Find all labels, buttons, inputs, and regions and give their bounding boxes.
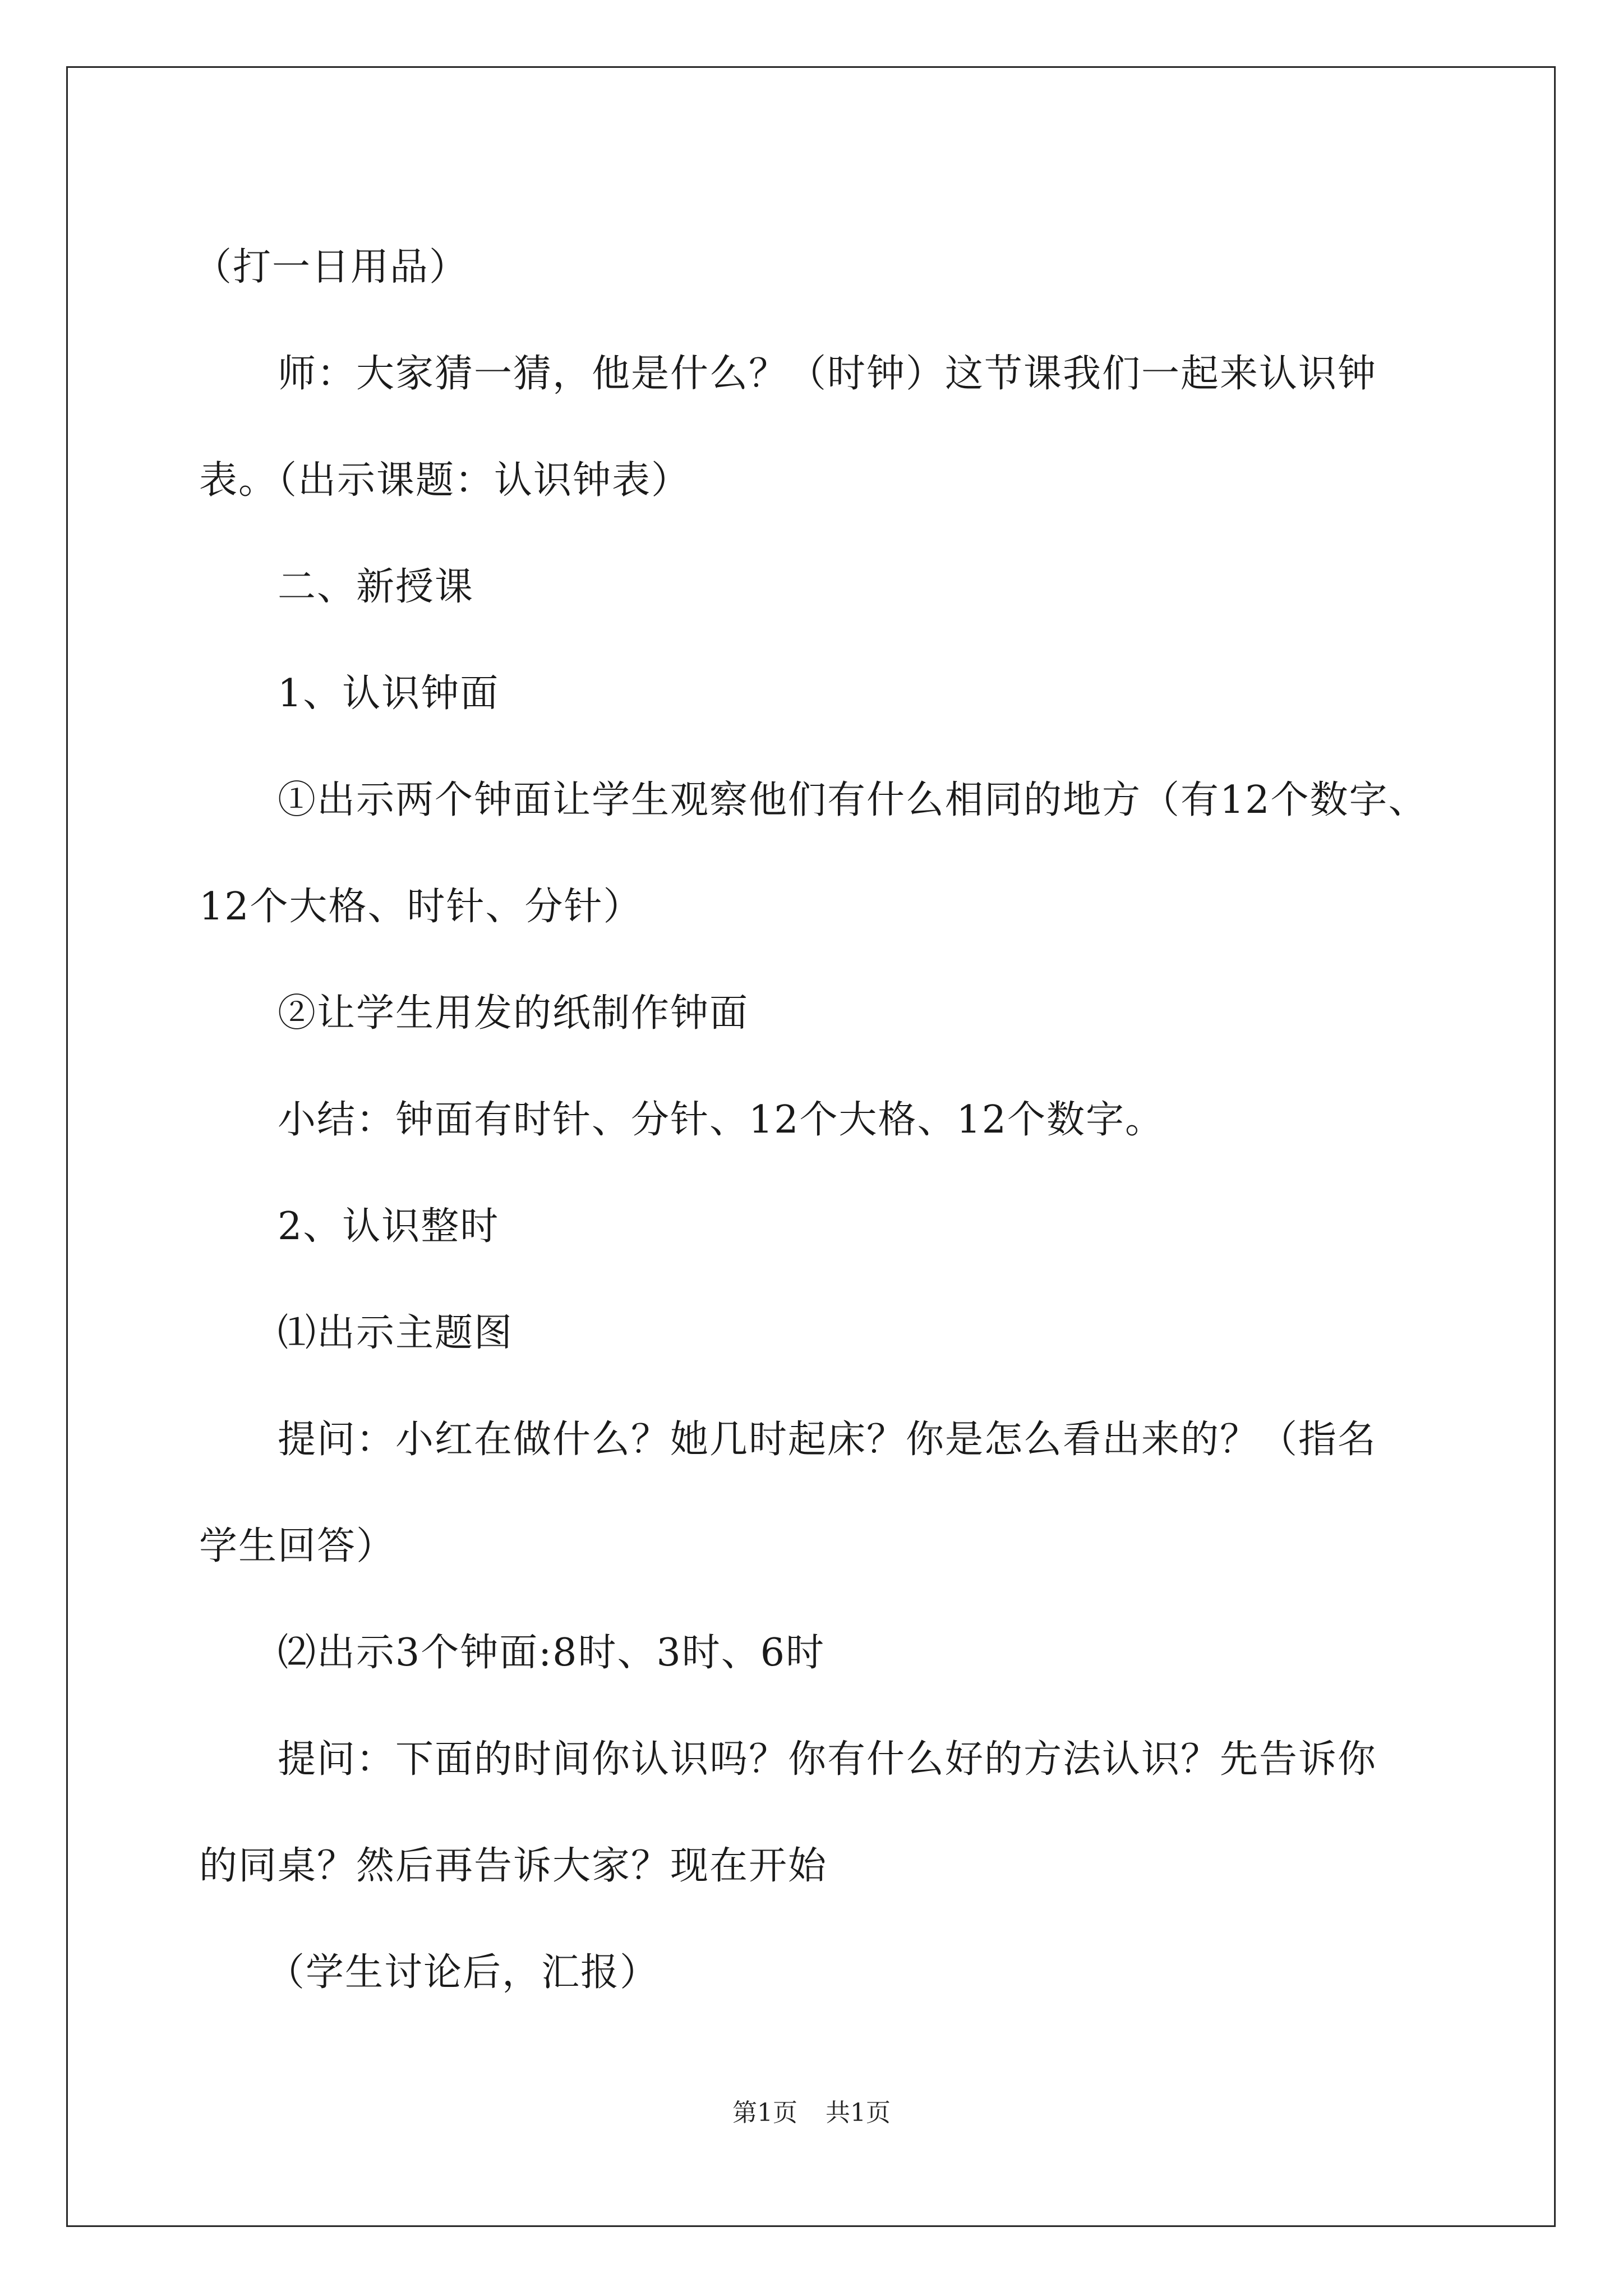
paragraph: 提问：小红在做什么？她几时起床？你是怎么看出来的？（指名 <box>278 1418 1377 1462</box>
paragraph: 学生回答） <box>199 1524 396 1568</box>
page-total: 共1页 <box>826 2099 891 2127</box>
paragraph: 12个大格、时针、分针） <box>199 885 643 929</box>
paragraph: 小结：钟面有时针、分针、12个大格、12个数字。 <box>278 1098 1165 1142</box>
page-number: 第1页 <box>732 2099 797 2127</box>
document-body <box>193 214 1428 2026</box>
paragraph: 表。（出示课题：认识钟表） <box>199 458 691 503</box>
subsection-heading: 1、认识钟面 <box>278 671 500 716</box>
paragraph: ②让学生用发的纸制作钟面 <box>278 991 749 1036</box>
paragraph: ⑴出示主题图 <box>278 1311 514 1355</box>
paragraph: （打一日用品） <box>193 245 469 289</box>
section-heading: 二、新授课 <box>278 565 474 609</box>
paragraph: 师：大家猜一猜，他是什么？（时钟）这节课我们一起来认识钟 <box>278 352 1377 396</box>
paragraph: ⑵出示3个钟面:8时、3时、6时 <box>278 1631 825 1675</box>
paragraph: 提问：下面的时间你认识吗？你有什么好的方法认识？先告诉你 <box>278 1737 1377 1782</box>
paragraph: （学生讨论后，汇报） <box>266 1950 660 1995</box>
paragraph: 的同桌？然后再告诉大家？现在开始 <box>199 1844 828 1888</box>
subsection-heading: 2、认识整时 <box>278 1204 500 1249</box>
page-footer <box>0 2092 1623 2128</box>
paragraph: ①出示两个钟面让学生观察他们有什么相同的地方（有12个数字、 <box>278 778 1428 822</box>
